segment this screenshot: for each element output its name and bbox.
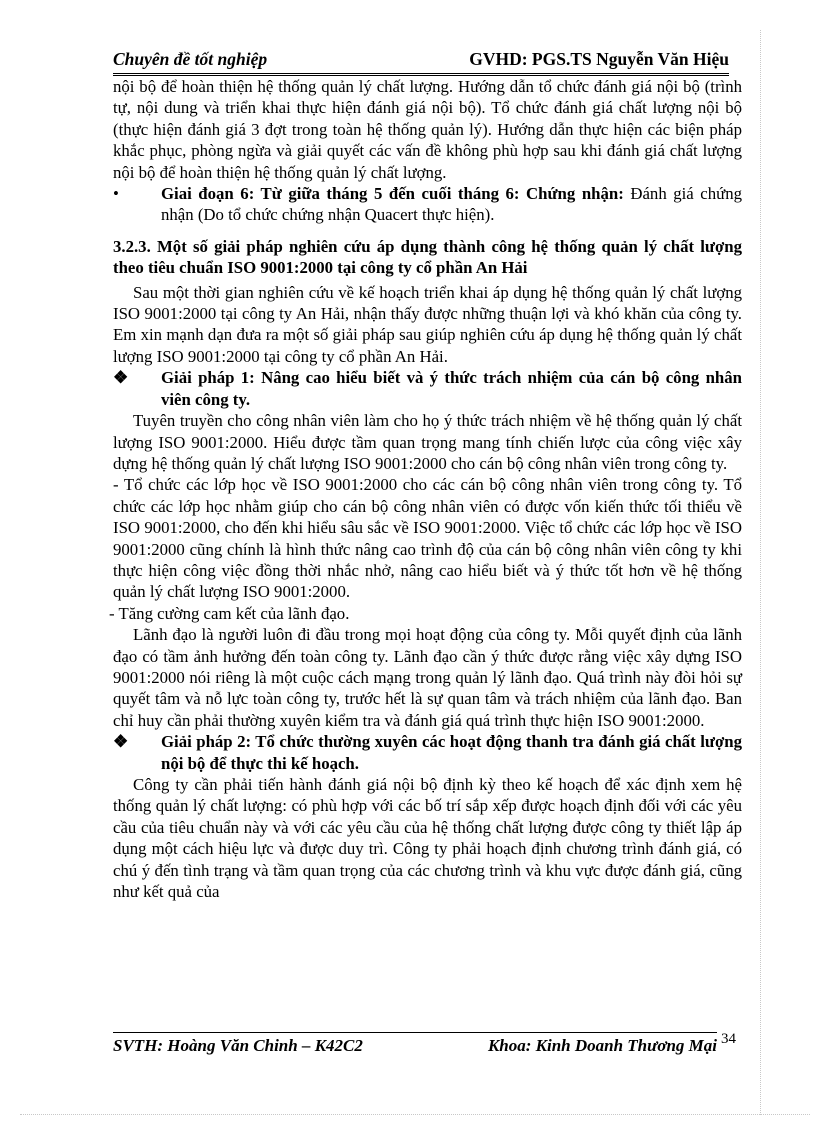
page-content [109, 76, 743, 902]
page-guide-vertical [760, 30, 761, 1115]
footer-faculty: Khoa: Kinh Doanh Thương Mại [487, 1036, 717, 1055]
page-header [113, 47, 729, 76]
stage6-text: Đánh giá chứng nhận (Do tổ chức chứng nhận Quacert thực hiện). [161, 184, 743, 225]
header-left: Chuyên đề tốt nghiệp [113, 49, 268, 69]
stage6-item [113, 183, 742, 226]
bullet-icon: • [113, 184, 119, 204]
section-heading: 3.2.3. Một số giải pháp nghiên cứu áp dụng thành công hệ thống quản lý chất lượng theo tiêu chuẩn ISO 9001:2000 tại công ty cổ phần An Hải [113, 236, 742, 278]
page-guide-horizontal [20, 1114, 810, 1115]
solution-1-heading [113, 367, 742, 410]
header-right: GVHD: PGS.TS Nguyễn Văn Hiệu [469, 49, 729, 69]
paragraph-leadership-commitment: - Tăng cường cam kết của lãnh đạo. [109, 603, 350, 623]
page-footer [113, 1032, 717, 1059]
footer-student: SVTH: Hoàng Văn Chinh – K42C2 [113, 1036, 363, 1055]
paragraph-training: - Tổ chức các lớp học về ISO 9001:2000 cho các cán bộ công nhân viên trong công ty. Tổ chức các lớp học nhằm giúp cho cán bộ công nhân viên có được vốn kiến thức tối thiểu về ISO 9001:2000, cho đến khi hiểu sâu sắc về ISO 9001:2000. Việc tổ chức các lớp học về ISO 9001:2000 cũng chính là hình thức nâng cao trình độ của cán bộ công nhân viên công ty khi thực hiện công việc đồng thời nhắc nhở, nâng cao hiểu biết và ý thức tốt hơn về hệ thống quản lý chất lượng ISO 9001:2000. [113, 475, 742, 602]
diamond-bullet-icon: ❖ [113, 732, 129, 752]
solution-2-heading [113, 731, 742, 774]
diamond-bullet-icon: ❖ [113, 368, 129, 388]
paragraph-leadership: Lãnh đạo là người luôn đi đầu trong mọi hoạt động của công ty. Mỗi quyết định của lãnh đạo có tầm ảnh hưởng đến toàn công ty. Lãnh đạo cần ý thức được rằng việc xây dựng ISO 9001:2000 nói riêng là một cuộc cách mạng trong quản lý lãnh đạo. Quá trình này đòi hỏi sự quyết tâm và nỗ lực toàn công ty, trước hết là sự quan tâm và trách nhiệm của lãnh đạo. Ban chỉ huy cần phải thường xuyên kiểm tra và đánh giá quá trình thực hiện ISO 9001:2000. [113, 625, 742, 730]
page-number: 34 [721, 1031, 736, 1047]
paragraph-propaganda: Tuyên truyền cho công nhân viên làm cho họ ý thức trách nhiệm về hệ thống quản lý chất lượng ISO 9001:2000. Hiểu được tầm quan trọng mang tính chiến lược của công việc xây dựng hệ thống quản lý chất lượng ISO 9001:2000 cho cán bộ công nhân viên trong công ty. [113, 411, 742, 473]
paragraph-audit-plan: Công ty cần phải tiến hành đánh giá nội bộ định kỳ theo kế hoạch để xác định xem hệ thống quản lý chất lượng: có phù hợp với các bố trí sắp xếp được hoạch định đối với các yêu cầu của tiêu chuẩn này và với các yêu cầu của hệ thống chất lượng được công ty thiết lập áp dụng một cách hiệu lực và được duy trì. Công ty phải hoạch định chương trình đánh giá, có chú ý đến tình trạng và tầm quan trọng của các chương trình và khu vực được đánh giá, cũng như kết quả của [113, 775, 742, 902]
stage6-title: Giai đoạn 6: Từ giữa tháng 5 đến cuối tháng 6: Chứng nhận: [161, 184, 624, 204]
solution-2-title: Giải pháp 2: Tổ chức thường xuyên các hoạt động thanh tra đánh giá chất lượng nội bộ để thực thi kế hoạch. [161, 732, 742, 773]
paragraph-internal-audit: nội bộ để hoàn thiện hệ thống quản lý chất lượng. Hướng dẫn tổ chức đánh giá nội bộ (trình tự, nội dung và triển khai thực hiện đánh giá nội bộ). Tổ chức đánh giá chất lượng nội bộ (thực hiện đánh giá 3 đợt trong toàn hệ thống quản lý). Hướng dẫn thực hiện các biện pháp khắc phục, phòng ngừa và giải quyết các vấn đề không phù hợp sau khi đánh giá chất lượng nội bộ để hoàn thiện hệ thống quản lý chất lượng. [113, 77, 742, 182]
paragraph-intro: Sau một thời gian nghiên cứu về kế hoạch triển khai áp dụng hệ thống quản lý chất lượng ISO 9001:2000 tại công ty An Hải, nhận thấy được những thuận lợi và khó khăn của công ty. Em xin mạnh dạn đưa ra một số giải pháp sau giúp nghiên cứu áp dụng hệ thống quản lý chất lượng ISO 9001:2000 tại công ty cổ phần An Hải. [113, 282, 742, 366]
solution-1-title: Giải pháp 1: Nâng cao hiểu biết và ý thức trách nhiệm của cán bộ công nhân viên công ty. [161, 368, 742, 409]
